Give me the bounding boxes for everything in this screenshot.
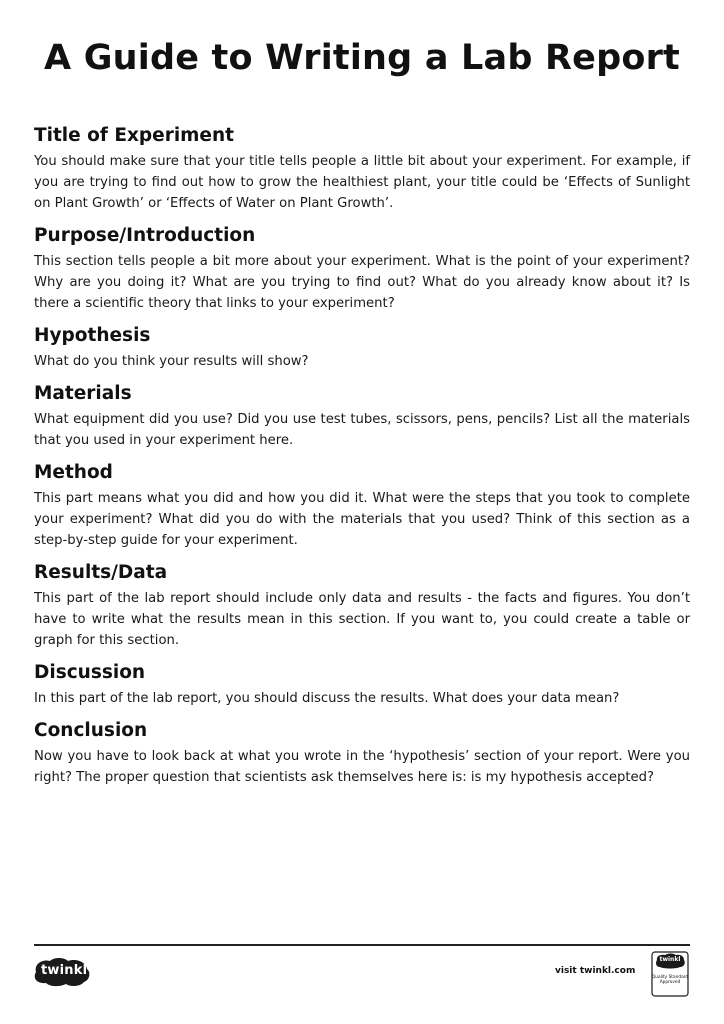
section-heading: Method: [34, 462, 113, 483]
page-title: A Guide to Writing a Lab Report: [44, 38, 680, 78]
visit-link[interactable]: visit twinkl.com: [555, 966, 636, 976]
document-body: [34, 123, 690, 797]
section-paragraph: This part of the lab report should include only data and results - the facts and figures. You don’t have to write what the results mean in this section. If you want to, you could create a table or graph for this section.: [34, 591, 690, 648]
section-title-of-experiment: [34, 123, 690, 214]
section-paragraph: Now you have to look back at what you wrote in the ‘hypothesis’ section of your report. Were you right? The proper question that scientists ask themselves here is: is my hypothesis accepted?: [34, 749, 690, 785]
section-heading: Title of Experiment: [34, 125, 234, 146]
section-paragraph: What do you think your results will show?: [34, 354, 309, 369]
section-heading: Hypothesis: [34, 325, 151, 346]
section-heading: Purpose/Introduction: [34, 225, 256, 246]
footer-divider: [34, 944, 690, 946]
section-heading: Conclusion: [34, 720, 148, 741]
section-paragraph: What equipment did you use? Did you use test tubes, scissors, pens, pencils? List all the materials that you used in your experiment here.: [34, 412, 690, 448]
logo-wordmark: twinkl: [41, 963, 88, 978]
section-heading: Results/Data: [34, 562, 168, 583]
section-materials: [34, 381, 690, 451]
section-method: [34, 460, 690, 551]
section-conclusion: [34, 718, 690, 788]
section-purpose-introduction: [34, 223, 690, 314]
section-heading: Materials: [34, 383, 132, 404]
section-heading: Discussion: [34, 662, 146, 683]
section-paragraph: You should make sure that your title tells people a little bit about your experiment. For example, if you are trying to find out how to grow the healthiest plant, your title could be ‘Effects of Sunlight on Plant Growth’ or ‘Effects of Water on Plant Growth’.: [34, 154, 690, 211]
section-paragraph: This section tells people a bit more about your experiment. What is the point of your experiment? Why are you doing it? What are you trying to find out? What do you already know about it? Is there a scientific theory that links to your experiment?: [34, 254, 690, 311]
section-discussion: [34, 660, 690, 709]
section-paragraph: In this part of the lab report, you should discuss the results. What does your data mean?: [34, 691, 620, 706]
section-results-data: [34, 560, 690, 651]
section-hypothesis: [34, 323, 690, 372]
badge-wordmark: twinkl: [659, 956, 681, 963]
section-paragraph: This part means what you did and how you did it. What were the steps that you took to complete your experiment? What did you do with the materials that you used? Think of this section as a step-by-step guide for your experiment.: [34, 491, 690, 548]
badge-caption: Quality Standard Approved: [651, 975, 689, 985]
